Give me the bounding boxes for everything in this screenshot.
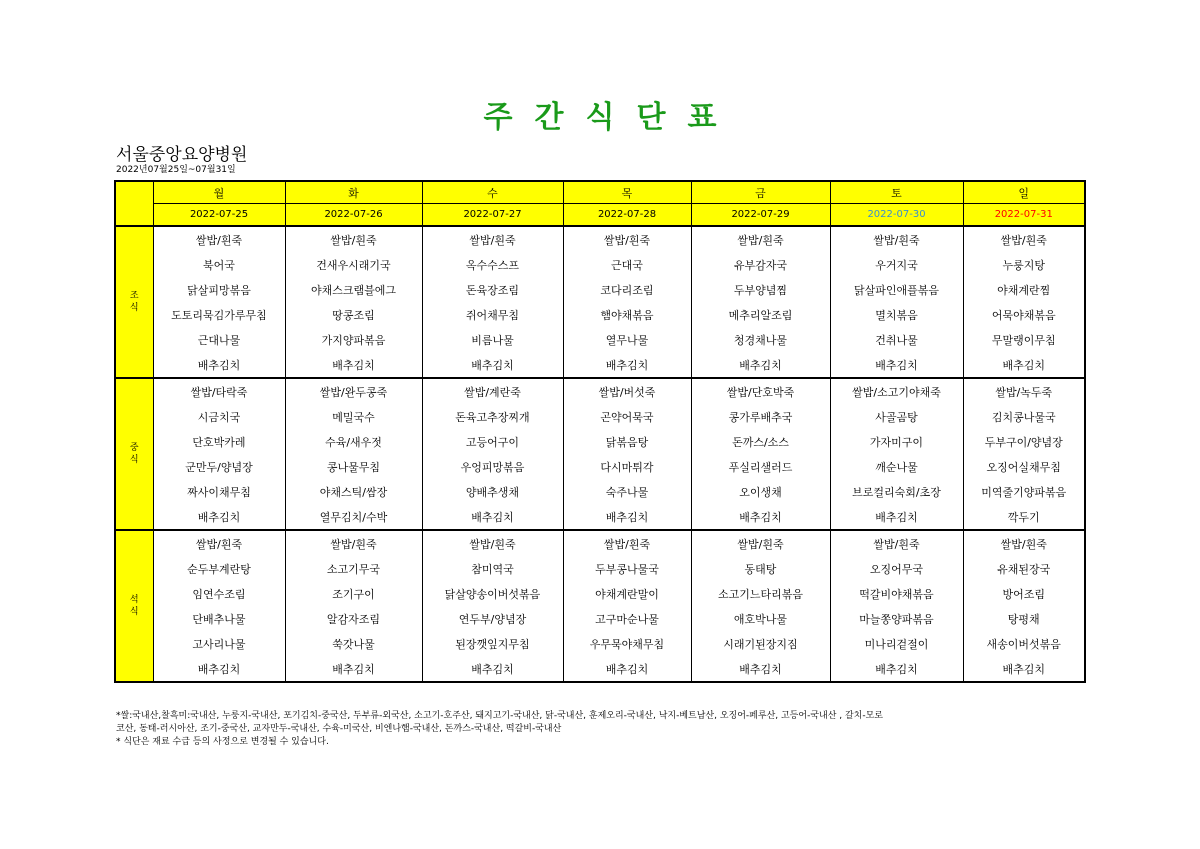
menu-item: 야채계란말이 — [563, 581, 691, 606]
meal-label-char: 식 — [129, 607, 139, 617]
menu-item: 수육/새우젓 — [285, 429, 422, 454]
menu-item: 고등어구이 — [422, 429, 563, 454]
menu-item: 옥수수스프 — [422, 252, 563, 277]
title-char: 간 — [534, 100, 564, 135]
title-char: 표 — [687, 100, 717, 135]
menu-item: 배추김치 — [563, 352, 691, 378]
meal-label-char: 조 — [129, 291, 139, 301]
menu-item: 쌀밥/흰죽 — [285, 530, 422, 556]
day-date: 2022-07-31 — [963, 204, 1085, 227]
menu-item: 근대국 — [563, 252, 691, 277]
day-date: 2022-07-30 — [830, 204, 963, 227]
meal-label — [115, 226, 153, 378]
menu-item: 새송이버섯볶음 — [963, 631, 1085, 656]
menu-item: 곤약어묵국 — [563, 404, 691, 429]
menu-item: 쌀밥/흰죽 — [691, 226, 830, 252]
menu-item: 시래기된장지짐 — [691, 631, 830, 656]
menu-item: 다시마튀각 — [563, 454, 691, 479]
menu-item: 배추김치 — [691, 656, 830, 682]
menu-item: 쌀밥/소고기야채죽 — [830, 378, 963, 404]
menu-item: 배추김치 — [830, 656, 963, 682]
menu-item: 쌀밥/흰죽 — [830, 530, 963, 556]
menu-item: 짜사이채무침 — [153, 479, 285, 504]
menu-item: 쌀밥/흰죽 — [963, 226, 1085, 252]
menu-item: 브로컬리숙회/초장 — [830, 479, 963, 504]
menu-item: 닭살피망볶음 — [153, 277, 285, 302]
menu-item: 오징어무국 — [830, 556, 963, 581]
menu-item: 조기구이 — [285, 581, 422, 606]
menu-item: 코다리조림 — [563, 277, 691, 302]
menu-row — [115, 327, 1085, 352]
menu-item: 단배추나물 — [153, 606, 285, 631]
menu-item: 쌀밥/완두콩죽 — [285, 378, 422, 404]
menu-item: 배추김치 — [422, 504, 563, 530]
menu-item: 쌀밥/흰죽 — [153, 530, 285, 556]
menu-item: 배추김치 — [285, 656, 422, 682]
day-name: 토 — [830, 181, 963, 204]
menu-item: 배추김치 — [691, 352, 830, 378]
menu-item: 가지양파볶음 — [285, 327, 422, 352]
menu-item: 가자미구이 — [830, 429, 963, 454]
menu-item: 배추김치 — [422, 656, 563, 682]
header-corner — [115, 181, 153, 226]
menu-item: 두부구이/양념장 — [963, 429, 1085, 454]
menu-item: 배추김치 — [563, 504, 691, 530]
menu-period: 2022년07월25일~07월31일 — [116, 165, 236, 175]
menu-item: 배추김치 — [422, 352, 563, 378]
weekly-menu-table — [114, 180, 1086, 683]
menu-item: 깍두기 — [963, 504, 1085, 530]
menu-item: 닭살양송이버섯볶음 — [422, 581, 563, 606]
menu-item: 돈까스/소스 — [691, 429, 830, 454]
menu-item: 쌀밥/흰죽 — [422, 226, 563, 252]
menu-item: 소고기무국 — [285, 556, 422, 581]
day-date: 2022-07-28 — [563, 204, 691, 227]
menu-item: 배추김치 — [153, 656, 285, 682]
menu-item: 단호박카레 — [153, 429, 285, 454]
day-name: 화 — [285, 181, 422, 204]
menu-item: 두부콩나물국 — [563, 556, 691, 581]
menu-item: 된장깻잎지무침 — [422, 631, 563, 656]
day-date: 2022-07-27 — [422, 204, 563, 227]
menu-item: 열무김치/수박 — [285, 504, 422, 530]
menu-item: 멸치볶음 — [830, 302, 963, 327]
menu-item: 쌀밥/흰죽 — [153, 226, 285, 252]
menu-item: 청경채나물 — [691, 327, 830, 352]
menu-item: 오이생채 — [691, 479, 830, 504]
menu-item: 푸실리샐러드 — [691, 454, 830, 479]
menu-item: 참미역국 — [422, 556, 563, 581]
menu-item: 콩가루배추국 — [691, 404, 830, 429]
meal-label-char: 식 — [129, 303, 139, 313]
menu-item: 연두부/양념장 — [422, 606, 563, 631]
day-date: 2022-07-29 — [691, 204, 830, 227]
menu-item: 누룽지탕 — [963, 252, 1085, 277]
origin-note-line: 코산, 동태-러시아산, 조기-중국산, 교자만두-국내산, 수육-미국산, 비엔나햄-국내산, 돈까스-국내산, 떡갈비-국내산 — [116, 724, 562, 734]
menu-item: 건취나물 — [830, 327, 963, 352]
menu-item: 깨순나물 — [830, 454, 963, 479]
menu-item: 배추김치 — [563, 656, 691, 682]
menu-item: 쌀밥/흰죽 — [422, 530, 563, 556]
menu-item: 쌀밥/계란죽 — [422, 378, 563, 404]
menu-item: 배추김치 — [830, 504, 963, 530]
menu-item: 방어조림 — [963, 581, 1085, 606]
menu-row — [115, 277, 1085, 302]
menu-item: 쌀밥/흰죽 — [563, 530, 691, 556]
menu-item: 햄야채볶음 — [563, 302, 691, 327]
menu-item: 고사리나물 — [153, 631, 285, 656]
menu-item: 근대나물 — [153, 327, 285, 352]
menu-item: 건새우시래기국 — [285, 252, 422, 277]
title-char: 주 — [483, 100, 513, 135]
menu-item: 배추김치 — [153, 352, 285, 378]
menu-item: 쌀밥/흰죽 — [691, 530, 830, 556]
menu-item: 군만두/양념장 — [153, 454, 285, 479]
menu-row — [115, 530, 1085, 556]
menu-item: 쌀밥/타락죽 — [153, 378, 285, 404]
menu-item: 배추김치 — [963, 352, 1085, 378]
menu-item: 쌀밥/녹두죽 — [963, 378, 1085, 404]
menu-item: 배추김치 — [830, 352, 963, 378]
menu-item: 땅콩조림 — [285, 302, 422, 327]
menu-row — [115, 656, 1085, 682]
menu-item: 쌀밥/버섯죽 — [563, 378, 691, 404]
menu-item: 탕평채 — [963, 606, 1085, 631]
menu-item: 배추김치 — [963, 656, 1085, 682]
meal-label — [115, 378, 153, 530]
menu-row — [115, 302, 1085, 327]
menu-item: 야채스크램블에그 — [285, 277, 422, 302]
meal-label-char: 석 — [129, 595, 139, 605]
page-title — [0, 92, 1200, 136]
menu-item: 애호박나물 — [691, 606, 830, 631]
menu-item: 메추리알조림 — [691, 302, 830, 327]
menu-item: 우무묵야채무침 — [563, 631, 691, 656]
menu-item: 도토리묵김가루무침 — [153, 302, 285, 327]
day-name: 일 — [963, 181, 1085, 204]
menu-row — [115, 631, 1085, 656]
menu-item: 닭볶음탕 — [563, 429, 691, 454]
menu-item: 마늘쫑양파볶음 — [830, 606, 963, 631]
menu-item: 오징어실채무침 — [963, 454, 1085, 479]
menu-item: 쑥갓나물 — [285, 631, 422, 656]
menu-item: 유채된장국 — [963, 556, 1085, 581]
menu-item: 비름나물 — [422, 327, 563, 352]
menu-row — [115, 429, 1085, 454]
menu-row — [115, 252, 1085, 277]
menu-item: 쌀밥/흰죽 — [285, 226, 422, 252]
menu-item: 어묵야채볶음 — [963, 302, 1085, 327]
menu-item: 야채계란찜 — [963, 277, 1085, 302]
menu-item: 돈육고추장찌개 — [422, 404, 563, 429]
menu-item: 떡갈비야채볶음 — [830, 581, 963, 606]
menu-item: 미나리겉절이 — [830, 631, 963, 656]
menu-item: 쌀밥/흰죽 — [963, 530, 1085, 556]
menu-row — [115, 581, 1085, 606]
menu-item: 알감자조림 — [285, 606, 422, 631]
meal-label-char: 식 — [129, 455, 139, 465]
menu-item: 두부양념찜 — [691, 277, 830, 302]
menu-item: 닭살파인애플볶음 — [830, 277, 963, 302]
menu-item: 배추김치 — [691, 504, 830, 530]
menu-item: 쌀밥/흰죽 — [830, 226, 963, 252]
menu-item: 콩나물무침 — [285, 454, 422, 479]
menu-item: 메밀국수 — [285, 404, 422, 429]
menu-row — [115, 479, 1085, 504]
menu-item: 동태탕 — [691, 556, 830, 581]
menu-item: 배추김치 — [285, 352, 422, 378]
menu-item: 고구마순나물 — [563, 606, 691, 631]
origin-note-line: *쌀:국내산,찰흑미:국내산, 누룽지-국내산, 포기김치-중국산, 두부류-외국산, 소고기-호주산, 돼지고기-국내산, 닭-국내산, 훈제오리-국내산, 낙지-베트남산, 오징어-페루산, 고등어-국내산 , 갈치-모로 — [116, 711, 884, 721]
menu-item: 야채스틱/쌈장 — [285, 479, 422, 504]
menu-item: 배추김치 — [153, 504, 285, 530]
menu-item: 소고기느타리볶음 — [691, 581, 830, 606]
day-name: 금 — [691, 181, 830, 204]
change-notice: * 식단은 재료 수급 등의 사정으로 변경될 수 있습니다. — [116, 737, 329, 747]
day-date: 2022-07-25 — [153, 204, 285, 227]
menu-item: 열무나물 — [563, 327, 691, 352]
menu-item: 유부감자국 — [691, 252, 830, 277]
meal-label — [115, 530, 153, 682]
menu-row — [115, 556, 1085, 581]
menu-item: 쌀밥/흰죽 — [563, 226, 691, 252]
menu-row — [115, 404, 1085, 429]
menu-item: 미역줄기양파볶음 — [963, 479, 1085, 504]
menu-row — [115, 504, 1085, 530]
menu-item: 돈육장조림 — [422, 277, 563, 302]
menu-item: 쌀밥/단호박죽 — [691, 378, 830, 404]
title-char: 단 — [636, 100, 666, 135]
menu-row — [115, 352, 1085, 378]
day-name: 목 — [563, 181, 691, 204]
menu-item: 김치콩나물국 — [963, 404, 1085, 429]
menu-item: 북어국 — [153, 252, 285, 277]
menu-item: 사골곰탕 — [830, 404, 963, 429]
notes — [116, 710, 1086, 749]
menu-item: 쥐어채무침 — [422, 302, 563, 327]
day-name: 수 — [422, 181, 563, 204]
day-date: 2022-07-26 — [285, 204, 422, 227]
menu-item: 우엉피망볶음 — [422, 454, 563, 479]
menu-item: 시금치국 — [153, 404, 285, 429]
menu-item: 숙주나물 — [563, 479, 691, 504]
menu-item: 순두부계란탕 — [153, 556, 285, 581]
meal-label-char: 중 — [129, 443, 139, 453]
menu-row — [115, 606, 1085, 631]
day-name: 월 — [153, 181, 285, 204]
menu-row — [115, 378, 1085, 404]
menu-item: 무말랭이무침 — [963, 327, 1085, 352]
menu-row — [115, 454, 1085, 479]
menu-row — [115, 226, 1085, 252]
menu-item: 우거지국 — [830, 252, 963, 277]
menu-item: 임연수조림 — [153, 581, 285, 606]
title-char: 식 — [585, 100, 615, 135]
menu-item: 양배추생채 — [422, 479, 563, 504]
hospital-name: 서울중앙요양병원 — [116, 145, 248, 165]
